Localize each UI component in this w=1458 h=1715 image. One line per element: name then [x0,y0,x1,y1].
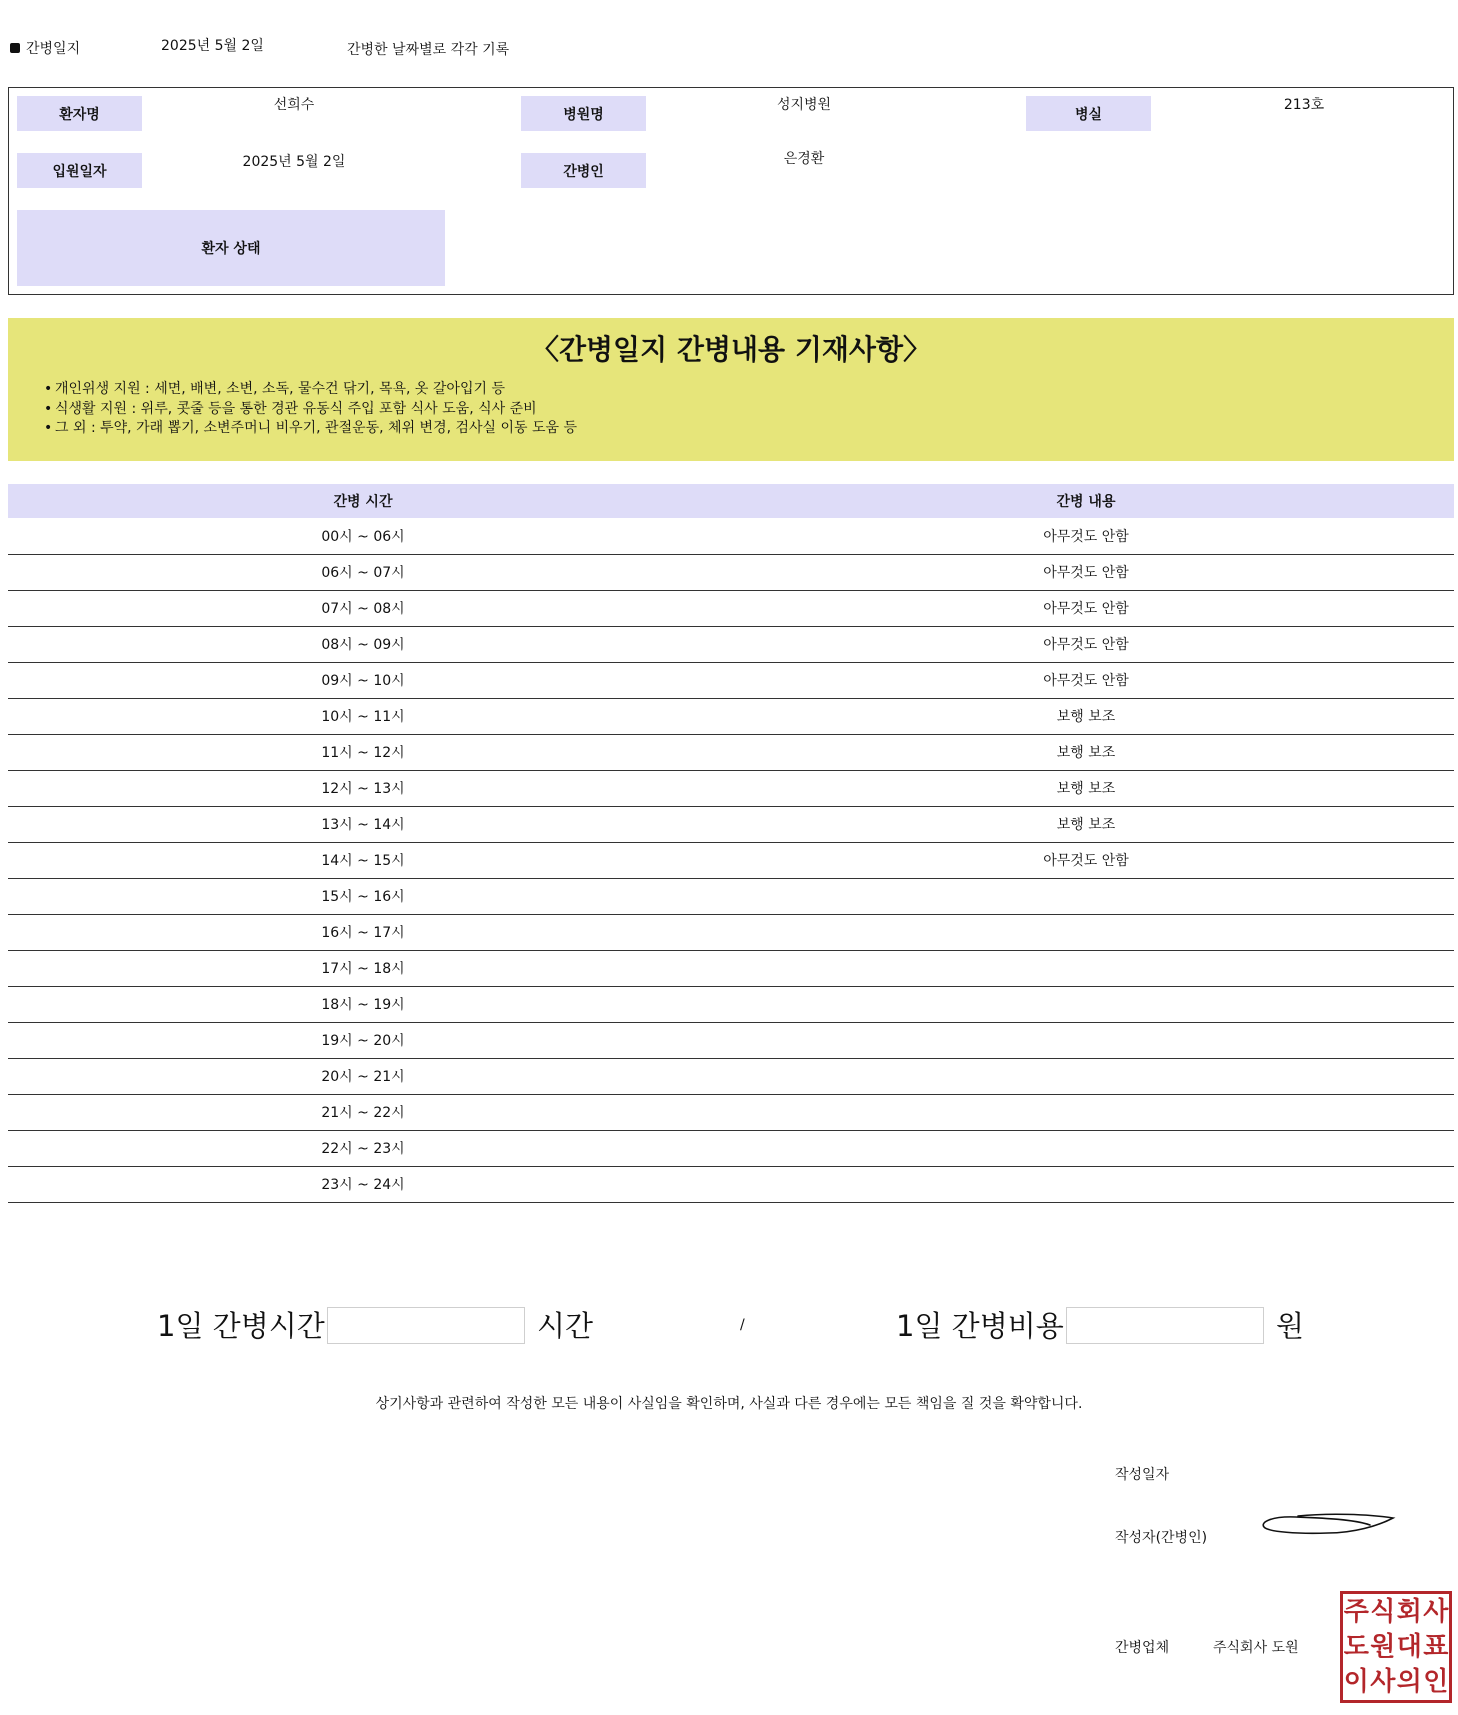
care-time-cell: 19시 ~ 20시 [8,1022,718,1058]
patient-info-box [8,87,1454,295]
caregiver-label: 간병인 [521,153,646,188]
guideline-item: • 그 외 : 투약, 가래 뽑기, 소변주머니 비우기, 관절운동, 체위 변경, 검사실 이동 도움 등 [44,419,577,439]
stamp-glyph: 이 [1343,1667,1369,1698]
table-row [8,734,1454,770]
guidelines-title: 〈간병일지 간병내용 기재사항〉 [530,333,932,366]
table-row [8,1094,1454,1130]
patient-status-label: 환자 상태 [17,210,445,286]
bullet-square-icon [10,43,20,53]
guidelines-list [44,380,577,439]
totals-separator: / [740,1317,745,1333]
stamp-glyph: 주 [1343,1596,1369,1627]
care-content-cell[interactable] [718,1058,1454,1094]
guideline-item: • 식생활 지원 : 위루, 콧줄 등을 통한 경관 유동식 주입 포함 식사 도움, 식사 준비 [44,400,577,420]
entry-guidelines-panel [8,318,1454,461]
table-row [8,1130,1454,1166]
stamp-glyph: 원 [1370,1631,1396,1662]
stamp-glyph: 사 [1370,1667,1396,1698]
table-row [8,518,1454,554]
care-content-cell[interactable] [718,1166,1454,1202]
table-row [8,554,1454,590]
header-care-content: 간병 내용 [718,484,1454,518]
document-title: 간병일지 [26,41,81,57]
table-row [8,986,1454,1022]
admission-date-value: 2025년 5월 2일 [242,154,346,170]
admission-date-label: 입원일자 [17,153,142,188]
care-content-cell[interactable] [718,1022,1454,1058]
header-care-time: 간병 시간 [8,484,718,518]
care-time-cell: 15시 ~ 16시 [8,878,718,914]
stamp-glyph: 표 [1423,1631,1449,1662]
patient-name-value: 선희수 [273,97,315,113]
care-content-cell[interactable]: 아무것도 안함 [718,554,1454,590]
care-content-cell[interactable]: 아무것도 안함 [718,626,1454,662]
care-content-cell[interactable]: 보행 보조 [718,806,1454,842]
care-content-cell[interactable] [718,1094,1454,1130]
company-value: 주식회사 도원 [1213,1640,1299,1656]
table-row [8,662,1454,698]
care-content-cell[interactable]: 아무것도 안함 [718,518,1454,554]
table-row [8,878,1454,914]
daily-cost-label: 1일 간병비용 [896,1309,1064,1343]
care-time-cell: 00시 ~ 06시 [8,518,718,554]
care-time-cell: 20시 ~ 21시 [8,1058,718,1094]
stamp-glyph: 의 [1396,1667,1422,1698]
care-time-cell: 09시 ~ 10시 [8,662,718,698]
company-seal-stamp [1340,1591,1452,1703]
table-row [8,590,1454,626]
care-content-cell[interactable] [718,1130,1454,1166]
daily-cost-unit: 원 [1276,1309,1305,1343]
care-time-cell: 22시 ~ 23시 [8,1130,718,1166]
stamp-glyph: 식 [1370,1596,1396,1627]
care-content-cell[interactable] [718,986,1454,1022]
hospital-name-value: 성지병원 [776,97,832,113]
care-time-cell: 14시 ~ 15시 [8,842,718,878]
care-time-cell: 12시 ~ 13시 [8,770,718,806]
care-content-cell[interactable]: 보행 보조 [718,770,1454,806]
company-label: 간병업체 [1115,1640,1170,1656]
care-time-cell: 08시 ~ 09시 [8,626,718,662]
daily-hours-label: 1일 간병시간 [157,1309,325,1343]
care-time-cell: 10시 ~ 11시 [8,698,718,734]
confirmation-statement: 상기사항과 관련하여 작성한 모든 내용이 사실임을 확인하며, 사실과 다른 경우에는 모든 책임을 질 것을 확약합니다. [375,1396,1083,1412]
care-time-cell: 07시 ~ 08시 [8,590,718,626]
care-content-cell[interactable] [718,950,1454,986]
table-row [8,626,1454,662]
stamp-glyph: 대 [1396,1631,1422,1662]
table-row [8,1022,1454,1058]
table-row [8,806,1454,842]
care-time-cell: 11시 ~ 12시 [8,734,718,770]
author-label: 작성자(간병인) [1115,1530,1208,1546]
caregiver-value: 은경환 [783,151,825,167]
table-header-row [8,484,1454,518]
header-note: 간병한 날짜별로 각각 기록 [347,42,510,58]
table-row [8,950,1454,986]
table-row [8,770,1454,806]
table-row [8,914,1454,950]
daily-cost-field[interactable] [1066,1307,1264,1344]
table-row [8,842,1454,878]
room-value: 213호 [1283,97,1325,113]
stamp-glyph: 사 [1423,1596,1449,1627]
care-time-cell: 13시 ~ 14시 [8,806,718,842]
care-content-cell[interactable]: 아무것도 안함 [718,662,1454,698]
care-content-cell[interactable] [718,878,1454,914]
stamp-glyph: 인 [1423,1667,1449,1698]
guideline-item: • 개인위생 지원 : 세면, 배변, 소변, 소독, 물수건 닦기, 목욕, 옷 갈아입기 등 [44,380,577,400]
care-time-cell: 23시 ~ 24시 [8,1166,718,1202]
care-time-cell: 21시 ~ 22시 [8,1094,718,1130]
room-label: 병실 [1026,96,1151,131]
care-schedule-table [8,484,1454,1203]
care-time-cell: 17시 ~ 18시 [8,950,718,986]
care-content-cell[interactable]: 아무것도 안함 [718,842,1454,878]
daily-hours-unit: 시간 [537,1309,594,1343]
care-time-cell: 06시 ~ 07시 [8,554,718,590]
table-row [8,1166,1454,1202]
hospital-name-label: 병원명 [521,96,646,131]
care-content-cell[interactable]: 보행 보조 [718,698,1454,734]
table-row [8,1058,1454,1094]
daily-hours-field[interactable] [327,1307,525,1344]
journal-date: 2025년 5월 2일 [161,38,264,54]
patient-name-label: 환자명 [17,96,142,131]
stamp-glyph: 도 [1343,1631,1369,1662]
table-row [8,698,1454,734]
care-content-cell[interactable] [718,914,1454,950]
care-time-cell: 18시 ~ 19시 [8,986,718,1022]
stamp-glyph: 회 [1396,1596,1422,1627]
care-content-cell[interactable]: 아무것도 안함 [718,590,1454,626]
care-time-cell: 16시 ~ 17시 [8,914,718,950]
caregiver-signature [1258,1508,1398,1544]
care-content-cell[interactable]: 보행 보조 [718,734,1454,770]
written-date-label: 작성일자 [1115,1467,1170,1483]
